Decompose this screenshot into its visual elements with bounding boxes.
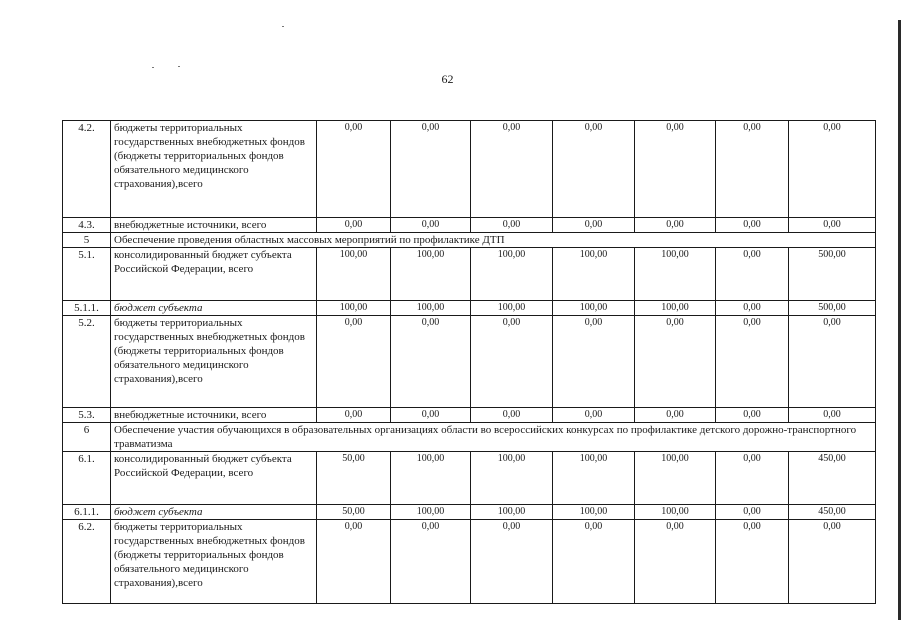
table-row [63,301,876,316]
value-cell: 0,00 [317,218,391,233]
row-number: 5.1. [63,248,111,301]
total-value-cell: 0,00 [789,408,876,423]
value-cell: 50,00 [317,452,391,505]
value-cell: 0,00 [553,121,635,218]
scan-edge-line [898,20,901,620]
value-cell: 100,00 [635,301,716,316]
funding-source-label: бюджеты территориальных государственных внебюджетных фондов (бюджеты территориальных фондов обязательного медицинского страхования),всего [111,121,317,218]
table-row [63,505,876,520]
scan-speck [152,67,154,68]
funding-source-label: внебюджетные источники, всего [111,408,317,423]
value-cell: 0,00 [391,316,471,408]
value-cell: 0,00 [716,520,789,604]
value-cell: 0,00 [716,218,789,233]
value-cell: 0,00 [317,520,391,604]
value-cell: 0,00 [553,520,635,604]
value-cell: 100,00 [471,505,553,520]
row-number: 6.1. [63,452,111,505]
value-cell: 0,00 [471,408,553,423]
total-value-cell: 0,00 [789,121,876,218]
value-cell: 0,00 [553,218,635,233]
value-cell: 100,00 [553,452,635,505]
scan-speck [178,66,180,67]
row-number: 6.2. [63,520,111,604]
value-cell: 0,00 [716,301,789,316]
value-cell: 100,00 [553,505,635,520]
value-cell: 0,00 [317,121,391,218]
table-row [63,248,876,301]
section-row [63,423,876,452]
value-cell: 0,00 [391,121,471,218]
scan-speck [282,26,284,27]
section-row [63,233,876,248]
table-row [63,316,876,408]
row-number: 6 [63,423,111,452]
total-value-cell: 450,00 [789,505,876,520]
funding-source-label: внебюджетные источники, всего [111,218,317,233]
row-number: 5.2. [63,316,111,408]
funding-source-label: бюджеты территориальных государственных внебюджетных фондов (бюджеты территориальных фондов обязательного медицинского страхования),всего [111,316,317,408]
funding-source-label: бюджеты территориальных государственных внебюджетных фондов (бюджеты территориальных фондов обязательного медицинского страхования),всего [111,520,317,604]
value-cell: 0,00 [471,218,553,233]
value-cell: 100,00 [391,505,471,520]
value-cell: 100,00 [471,452,553,505]
funding-source-label: консолидированный бюджет субъекта Российской Федерации, всего [111,452,317,505]
section-title: Обеспечение участия обучающихся в образовательных организациях области во всероссийских конкурсах по профилактике детского дорожно-транспортного травматизма [111,423,876,452]
total-value-cell: 500,00 [789,248,876,301]
budget-table [62,120,876,604]
table-row [63,218,876,233]
value-cell: 0,00 [716,248,789,301]
value-cell: 0,00 [317,408,391,423]
funding-source-label: бюджет субъекта [111,505,317,520]
value-cell: 0,00 [635,520,716,604]
table-row [63,452,876,505]
value-cell: 0,00 [716,505,789,520]
value-cell: 100,00 [635,505,716,520]
value-cell: 0,00 [391,218,471,233]
page-number: 62 [441,72,454,86]
value-cell: 100,00 [391,301,471,316]
row-number: 6.1.1. [63,505,111,520]
row-number: 5 [63,233,111,248]
budget-table-body [63,121,876,604]
value-cell: 0,00 [471,316,553,408]
value-cell: 0,00 [471,520,553,604]
value-cell: 100,00 [471,301,553,316]
value-cell: 0,00 [716,316,789,408]
value-cell: 0,00 [391,520,471,604]
value-cell: 0,00 [391,408,471,423]
value-cell: 100,00 [553,301,635,316]
row-number: 4.3. [63,218,111,233]
total-value-cell: 0,00 [789,520,876,604]
value-cell: 100,00 [317,248,391,301]
value-cell: 0,00 [716,408,789,423]
value-cell: 0,00 [553,408,635,423]
value-cell: 0,00 [317,316,391,408]
total-value-cell: 0,00 [789,316,876,408]
table-row [63,520,876,604]
value-cell: 0,00 [635,121,716,218]
value-cell: 0,00 [635,408,716,423]
funding-source-label: бюджет субъекта [111,301,317,316]
total-value-cell: 0,00 [789,218,876,233]
row-number: 4.2. [63,121,111,218]
total-value-cell: 450,00 [789,452,876,505]
value-cell: 0,00 [716,121,789,218]
value-cell: 50,00 [317,505,391,520]
value-cell: 0,00 [553,316,635,408]
value-cell: 100,00 [317,301,391,316]
table-row [63,121,876,218]
section-title: Обеспечение проведения областных массовых мероприятий по профилактике ДТП [111,233,876,248]
value-cell: 100,00 [635,248,716,301]
value-cell: 100,00 [635,452,716,505]
value-cell: 100,00 [391,452,471,505]
row-number: 5.1.1. [63,301,111,316]
funding-source-label: консолидированный бюджет субъекта Российской Федерации, всего [111,248,317,301]
value-cell: 0,00 [471,121,553,218]
value-cell: 0,00 [635,218,716,233]
row-number: 5.3. [63,408,111,423]
total-value-cell: 500,00 [789,301,876,316]
value-cell: 0,00 [716,452,789,505]
value-cell: 100,00 [553,248,635,301]
value-cell: 0,00 [635,316,716,408]
value-cell: 100,00 [471,248,553,301]
table-row [63,408,876,423]
value-cell: 100,00 [391,248,471,301]
